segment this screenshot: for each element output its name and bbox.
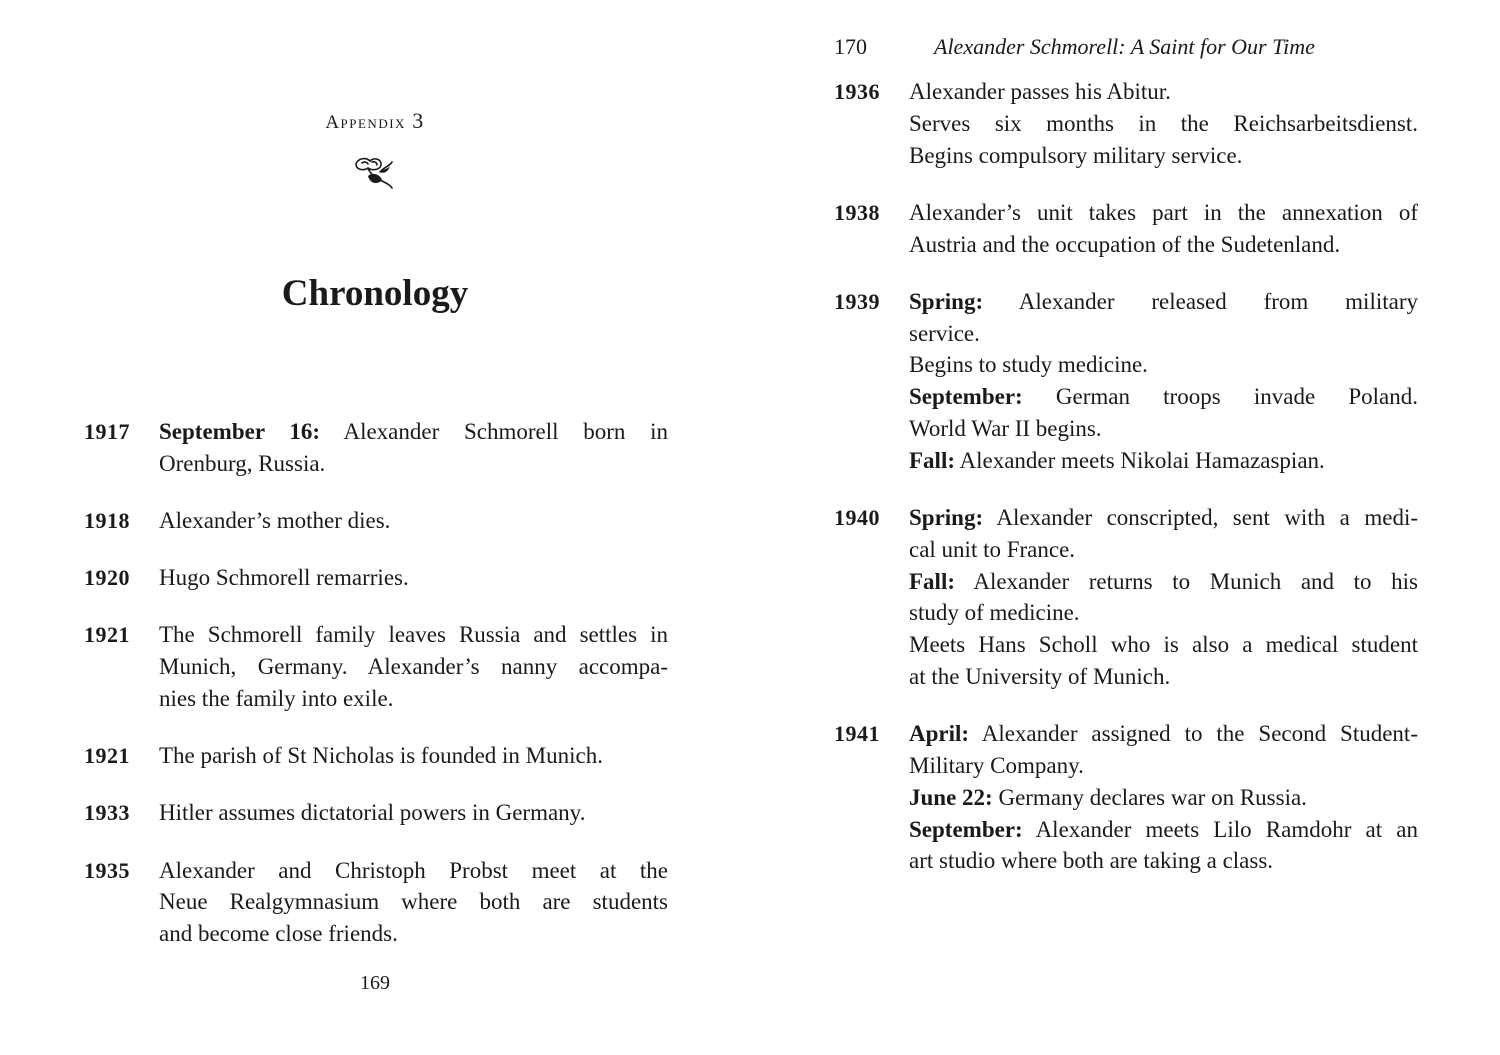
chronology-entry — [834, 718, 1418, 877]
entry-text: and become close friends. — [159, 921, 398, 947]
entry-date-label: Spring: — [909, 288, 984, 314]
entry-line — [909, 814, 1418, 846]
chapter-title: Chronology — [281, 273, 469, 314]
page-number-left: 169 — [360, 972, 390, 994]
entry-text: study of medicine. — [909, 600, 1080, 626]
entry-line — [909, 566, 1418, 598]
entry-text: The Schmorell family leaves Russia and settles in — [159, 622, 668, 648]
entry-line — [909, 381, 1418, 413]
entry-year: 1935 — [84, 857, 130, 883]
chronology-entry — [834, 197, 1418, 261]
entry-text: Alexander passes his Abitur. — [909, 79, 1171, 104]
entry-line — [909, 197, 1418, 229]
entry-line — [159, 855, 668, 887]
entry-line — [159, 619, 668, 651]
entry-line — [909, 845, 1418, 877]
entry-body — [909, 286, 1418, 477]
chronology-list-right — [834, 76, 1418, 877]
entry-text: World War II begins. — [909, 415, 1102, 441]
entry-line — [159, 416, 668, 448]
entry-body — [909, 502, 1418, 693]
entry-line — [159, 886, 668, 918]
chronology-entry — [834, 502, 1418, 693]
entry-line — [909, 286, 1418, 318]
entry-date-label: Spring: — [909, 504, 984, 530]
entry-year: 1940 — [834, 504, 880, 530]
chronology-entry — [84, 797, 668, 829]
entry-year: 1936 — [834, 79, 880, 104]
entry-year: 1939 — [834, 288, 880, 314]
entry-date-label: Fall: — [909, 568, 955, 594]
chronology-entry — [84, 505, 668, 537]
entry-text: Military Company. — [909, 752, 1084, 778]
entry-year: 1938 — [834, 199, 880, 225]
entry-date-label: April: — [909, 721, 970, 747]
entry-line — [909, 108, 1418, 140]
entry-text: art studio where both are taking a class. — [909, 848, 1274, 874]
entry-date-label: June 22: — [909, 784, 993, 810]
entry-text: Alexander assigned to the Second Student- — [969, 721, 1418, 747]
entry-body — [159, 740, 668, 772]
chronology-list-left — [84, 416, 668, 950]
entry-year: 1918 — [84, 507, 130, 533]
entry-year: 1921 — [84, 622, 130, 648]
entry-line — [909, 349, 1418, 381]
entry-text: Begins compulsory military service. — [909, 142, 1243, 168]
entry-line — [909, 782, 1418, 814]
entry-body — [159, 562, 668, 594]
entry-year: 1920 — [84, 565, 130, 591]
entry-text: Alexander meets Nikolai Hamazaspian. — [955, 447, 1325, 473]
entry-line — [909, 629, 1418, 661]
entry-line — [909, 318, 1418, 350]
entry-line — [159, 448, 668, 480]
entry-body — [909, 718, 1418, 877]
entry-text: Alexander conscripted, sent with a medi- — [983, 504, 1418, 530]
entry-line — [159, 505, 668, 537]
entry-year: 1921 — [84, 743, 130, 769]
entry-text: The parish of St Nicholas is founded in Munich. — [159, 743, 603, 769]
appendix-label-text: Appendix — [325, 112, 406, 133]
entry-text: Alexander’s mother dies. — [159, 507, 391, 533]
chronology-entry — [84, 416, 668, 480]
entry-line — [909, 140, 1418, 172]
entry-text: Hugo Schmorell remarries. — [159, 565, 409, 591]
entry-line — [909, 718, 1418, 750]
entry-text: Begins to study medicine. — [909, 352, 1148, 378]
entry-text: Hitler assumes dictatorial powers in Germany. — [159, 800, 586, 826]
entry-text: Alexander and Christoph Probst meet at the — [159, 857, 668, 883]
page-number-right: 170 — [834, 34, 867, 59]
running-title: Alexander Schmorell: A Saint for Our Time — [934, 34, 1315, 59]
entry-line — [909, 750, 1418, 782]
entry-text: Alexander returns to Munich and to his — [955, 568, 1418, 594]
entry-text: Alexander Schmorell born in — [320, 419, 668, 444]
entry-body — [909, 76, 1418, 171]
appendix-number: 3 — [412, 108, 425, 133]
right-page — [750, 0, 1500, 1055]
entry-date-label: Fall: — [909, 447, 955, 473]
entry-body — [159, 855, 668, 950]
entry-text: nies the family into exile. — [159, 685, 394, 711]
chronology-entry — [84, 619, 668, 714]
entry-line — [159, 651, 668, 683]
entry-line — [159, 562, 668, 594]
entry-line — [159, 918, 668, 950]
entry-line — [909, 413, 1418, 445]
entry-text: Austria and the occupation of the Sudetenland. — [909, 231, 1341, 257]
entry-year: 1941 — [834, 721, 880, 747]
entry-text: service. — [909, 320, 980, 346]
entry-text: Alexander released from military — [983, 288, 1418, 314]
entry-text: cal unit to France. — [909, 536, 1076, 562]
entry-line — [909, 534, 1418, 566]
entry-text: Serves six months in the Reichsarbeitsdienst. — [909, 110, 1418, 136]
entry-line — [909, 502, 1418, 534]
chronology-entry — [84, 562, 668, 594]
entry-text: Alexander’s unit takes part in the annexation of — [909, 199, 1418, 225]
entry-body — [159, 505, 668, 537]
chronology-entry — [834, 286, 1418, 477]
floral-ornament-icon — [350, 152, 396, 190]
entry-text: Meets Hans Scholl who is also a medical student — [909, 632, 1418, 658]
chronology-entry — [84, 740, 668, 772]
entry-line — [909, 445, 1418, 477]
entry-line — [159, 797, 668, 829]
entry-body — [159, 416, 668, 480]
entry-line — [909, 229, 1418, 261]
entry-date-label: September: — [909, 384, 1023, 410]
entry-body — [909, 197, 1418, 261]
entry-text: Munich, Germany. Alexander’s nanny accompa- — [159, 654, 668, 680]
entry-date-label: September: — [909, 816, 1023, 842]
entry-year: 1933 — [84, 800, 130, 826]
entry-text: Neue Realgymnasium where both are students — [159, 889, 668, 915]
entry-text: German troops invade Poland. — [1022, 384, 1418, 410]
appendix-label — [0, 108, 750, 134]
chronology-entry — [84, 855, 668, 950]
entry-line — [909, 597, 1418, 629]
entry-line — [159, 740, 668, 772]
entry-text: Orenburg, Russia. — [159, 450, 326, 476]
entry-line — [909, 76, 1418, 108]
entry-body — [159, 797, 668, 829]
entry-line — [159, 683, 668, 715]
entry-text: Alexander meets Lilo Ramdohr at an — [1022, 816, 1418, 842]
entry-body — [159, 619, 668, 714]
entry-line — [909, 661, 1418, 693]
entry-text: Germany declares war on Russia. — [992, 784, 1307, 810]
entry-year: 1917 — [84, 419, 130, 444]
entry-date-label: September 16: — [159, 419, 320, 444]
entry-text: at the University of Munich. — [909, 663, 1171, 689]
chronology-entry — [834, 76, 1418, 171]
